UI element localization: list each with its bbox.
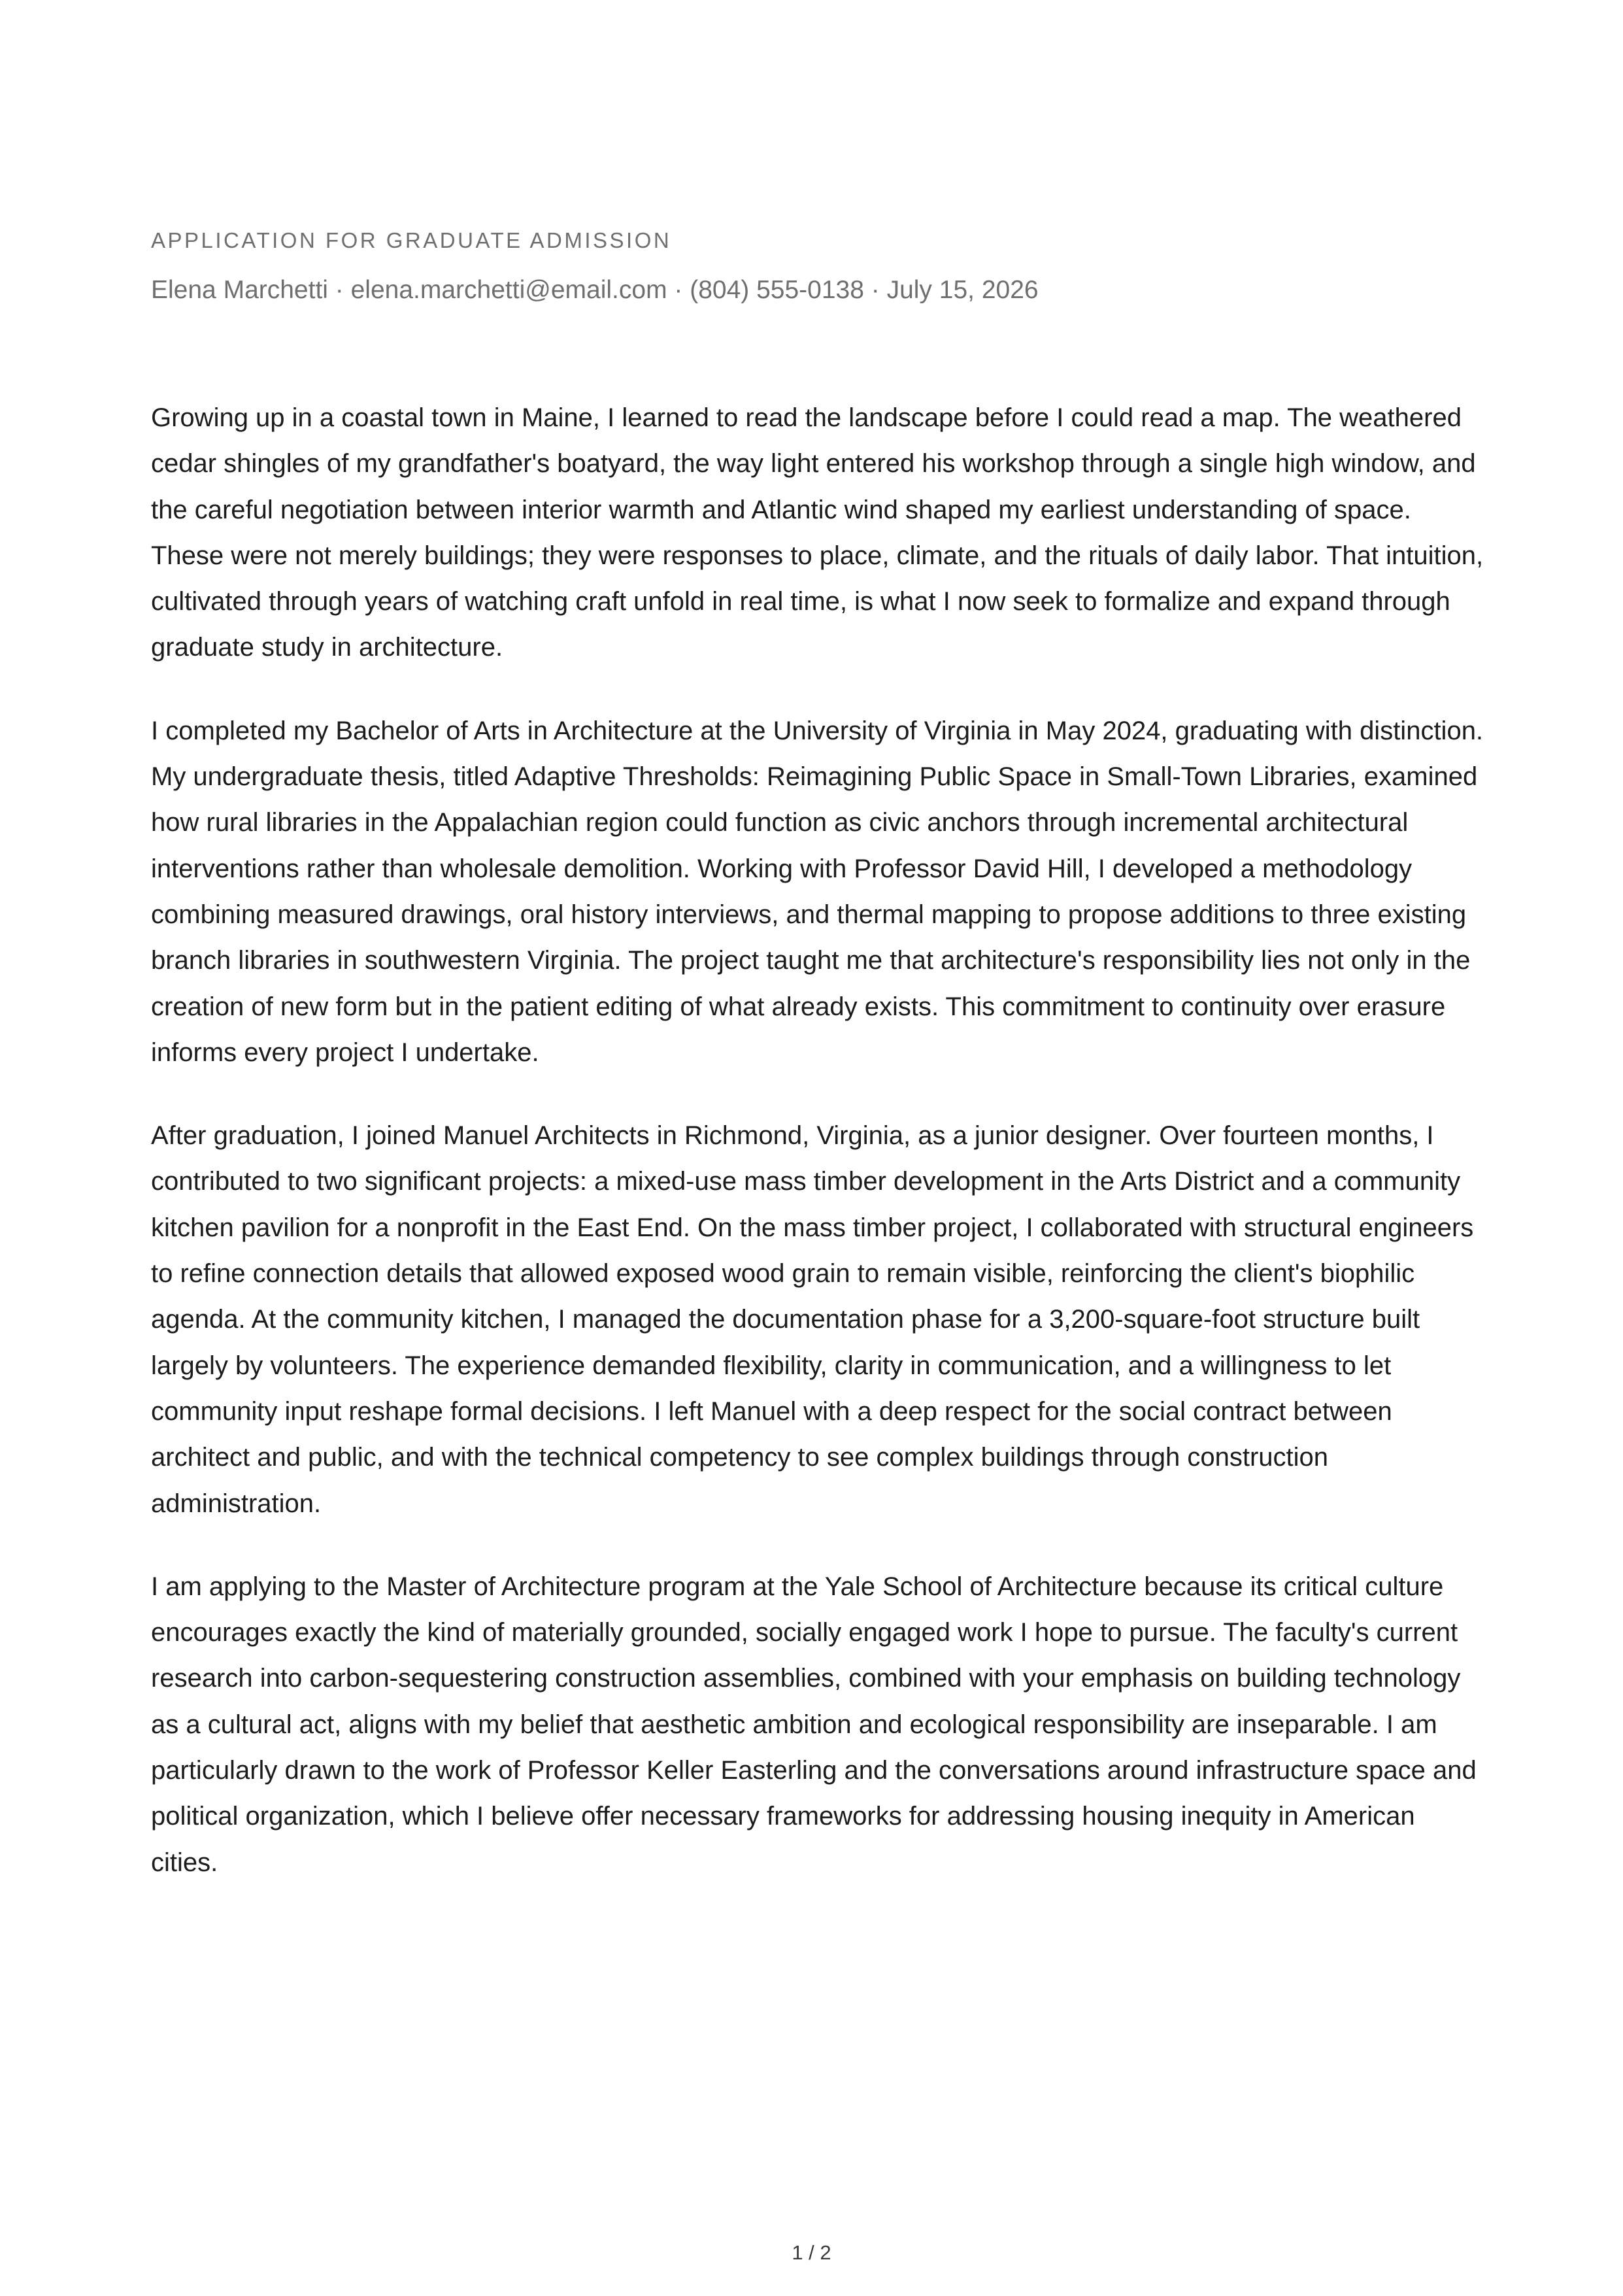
document-body [151,395,1484,1923]
document-header [151,228,1478,306]
page-number: 1 / 2 [792,2241,831,2264]
paragraph-1: Growing up in a coastal town in Maine, I learned to read the landscape before I could read a map. The weathered cedar shingles of my grandfather's boatyard, the way light entered his workshop through a single high window, and the careful negotiation between interior warmth and Atlantic wind shaped my earliest understanding of space. These were not merely buildings; they were responses to place, climate, and the rituals of daily labor. That intuition, cultivated through years of watching craft unfold in real time, is what I now seek to formalize and expand through graduate study in architecture. [151,403,1484,662]
contact-line: Elena Marchetti · elena.marchetti@email.com · (804) 555-0138 · July 15, 2026 [151,276,1039,304]
paragraph-3: After graduation, I joined Manuel Architects in Richmond, Virginia, as a junior designer. Over fourteen months, I contributed to two significant projects: a mixed-use mass timber development in the Arts District and a community kitchen pavilion for a nonprofit in the East End. On the mass timber project, I collaborated with structural engineers to refine connection details that allowed exposed wood grain to remain visible, reinforcing the client's biophilic agenda. At the community kitchen, I managed the documentation phase for a 3,200-square-foot structure built largely by volunteers. The experience demanded flexibility, clarity in communication, and a willingness to let community input reshape formal decisions. I left Manuel with a deep respect for the social contract between architect and public, and with the technical competency to see complex buildings through construction administration. [151,1121,1474,1518]
document-heading: APPLICATION FOR GRADUATE ADMISSION [151,228,672,252]
paragraph-4: I am applying to the Master of Architecture program at the Yale School of Architecture because its critical culture encourages exactly the kind of materially grounded, socially engaged work I hope to pursue. The faculty's current research into carbon-sequestering construction assemblies, combined with your emphasis on building technology as a cultural act, aligns with my belief that aesthetic ambition and ecological responsibility are inseparable. I am particularly drawn to the work of Professor Keller Easterling and the conversations around infrastructure space and political organization, which I believe offer necessary frameworks for addressing housing inequity in American cities. [151,1572,1477,1877]
paragraph-2: I completed my Bachelor of Arts in Architecture at the University of Virginia in May 2024, graduating with distinction. My undergraduate thesis, titled Adaptive Thresholds: Reimagining Public Space in Small-Town Libraries, examined how rural libraries in the Appalachian region could function as civic anchors through incremental architectural interventions rather than wholesale demolition. Working with Professor David Hill, I developed a methodology combining measured drawings, oral history interviews, and thermal mapping to propose additions to three existing branch libraries in southwestern Virginia. The project taught me that architecture's responsibility lies not only in the creation of new form but in the patient editing of what already exists. This commitment to continuity over erasure informs every project I undertake. [151,716,1484,1067]
